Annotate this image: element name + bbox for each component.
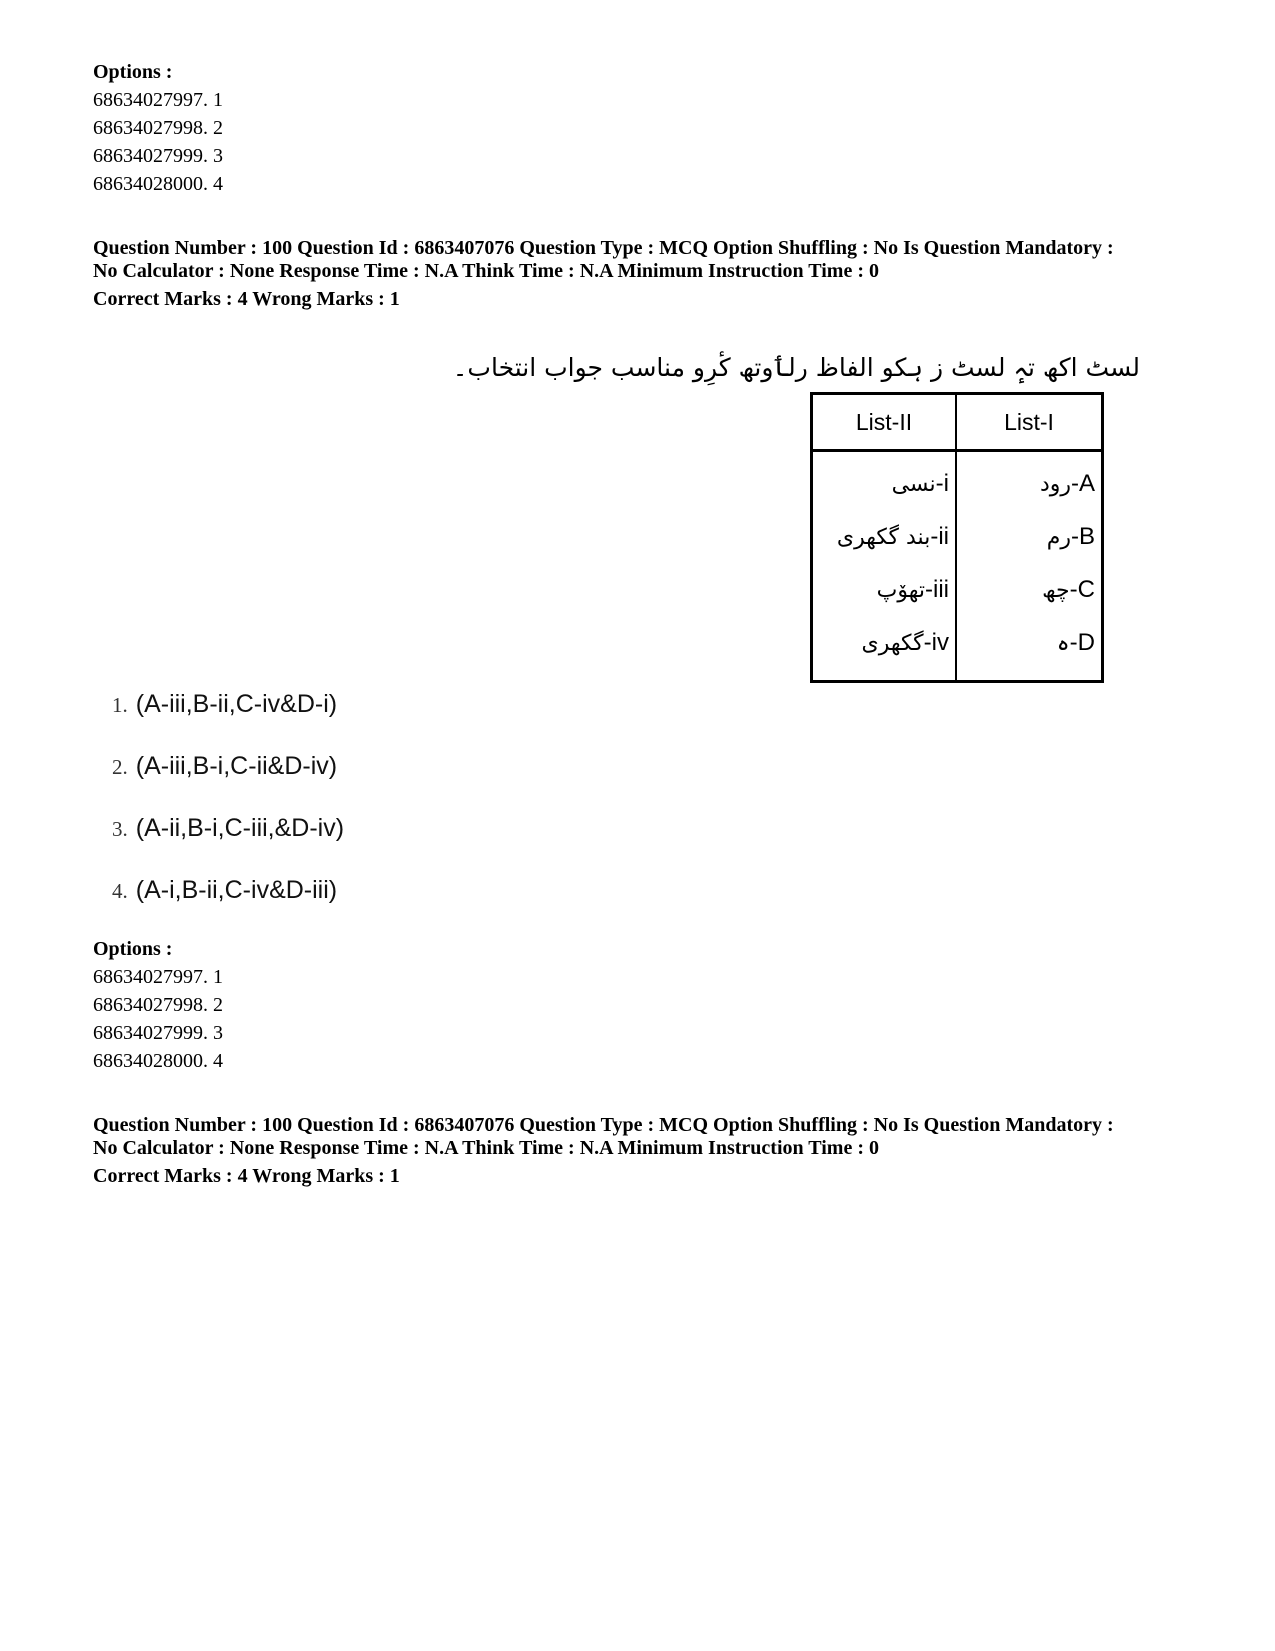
list-i-item: رم-B bbox=[1046, 523, 1095, 550]
option-item: 68634027998. 2 bbox=[93, 994, 223, 1016]
option-item: 68634027999. 3 bbox=[93, 1022, 223, 1044]
question-meta-line-1: Question Number : 100 Question Id : 6863407076 Question Type : MCQ Option Shuffling : No Is Question Mandatory : bbox=[93, 1114, 1114, 1136]
list-i-item: ہ-D bbox=[1056, 629, 1095, 656]
question-meta-line-2: No Calculator : None Response Time : N.A Think Time : N.A Minimum Instruction Time : 0 bbox=[93, 1137, 879, 1159]
options-heading: Options : bbox=[93, 938, 173, 960]
option-item: 68634027997. 1 bbox=[93, 966, 223, 988]
match-table bbox=[810, 392, 1104, 683]
question-marks: Correct Marks : 4 Wrong Marks : 1 bbox=[93, 288, 400, 310]
option-item: 68634027998. 2 bbox=[93, 117, 223, 139]
answer-choice-3: 3. (A-ii,B-i,C-iii,&D-iv) bbox=[112, 814, 345, 842]
option-item: 68634027999. 3 bbox=[93, 145, 223, 167]
list-i-column bbox=[956, 451, 1103, 682]
answer-choice-4: 4. (A-i,B-ii,C-iv&D-iii) bbox=[112, 876, 338, 904]
list-ii-header: List-II bbox=[812, 394, 957, 451]
question-marks: Correct Marks : 4 Wrong Marks : 1 bbox=[93, 1165, 400, 1187]
question-meta-line-1: Question Number : 100 Question Id : 6863407076 Question Type : MCQ Option Shuffling : No Is Question Mandatory : bbox=[93, 237, 1114, 259]
option-item: 68634028000. 4 bbox=[93, 173, 223, 195]
option-item: 68634028000. 4 bbox=[93, 1050, 223, 1072]
options-heading: Options : bbox=[93, 61, 173, 83]
answer-choice-2: 2. (A-iii,B-i,C-ii&D-iv) bbox=[112, 752, 338, 780]
list-ii-item: گکھری-iv bbox=[861, 629, 949, 656]
answer-choice-1: 1. (A-iii,B-ii,C-iv&D-i) bbox=[112, 690, 338, 718]
option-item: 68634027997. 1 bbox=[93, 89, 223, 111]
list-i-item: رود-A bbox=[1039, 470, 1095, 497]
list-i-header: List-I bbox=[956, 394, 1103, 451]
question-instruction-urdu: لسٹ اکھ تہٕ لسٹ ز ہکو الفاظ رلٲوتھ کٔرِو مناسب جواب انتخاب۔ bbox=[452, 353, 1140, 382]
list-ii-item: نسی-i bbox=[891, 470, 949, 497]
list-i-item: چھ-C bbox=[1042, 576, 1095, 603]
question-meta-line-2: No Calculator : None Response Time : N.A Think Time : N.A Minimum Instruction Time : 0 bbox=[93, 260, 879, 282]
list-ii-item: تھوٚپ-iii bbox=[876, 576, 949, 603]
list-ii-item: بند گکھری-ii bbox=[836, 523, 949, 550]
list-ii-column bbox=[812, 451, 957, 682]
